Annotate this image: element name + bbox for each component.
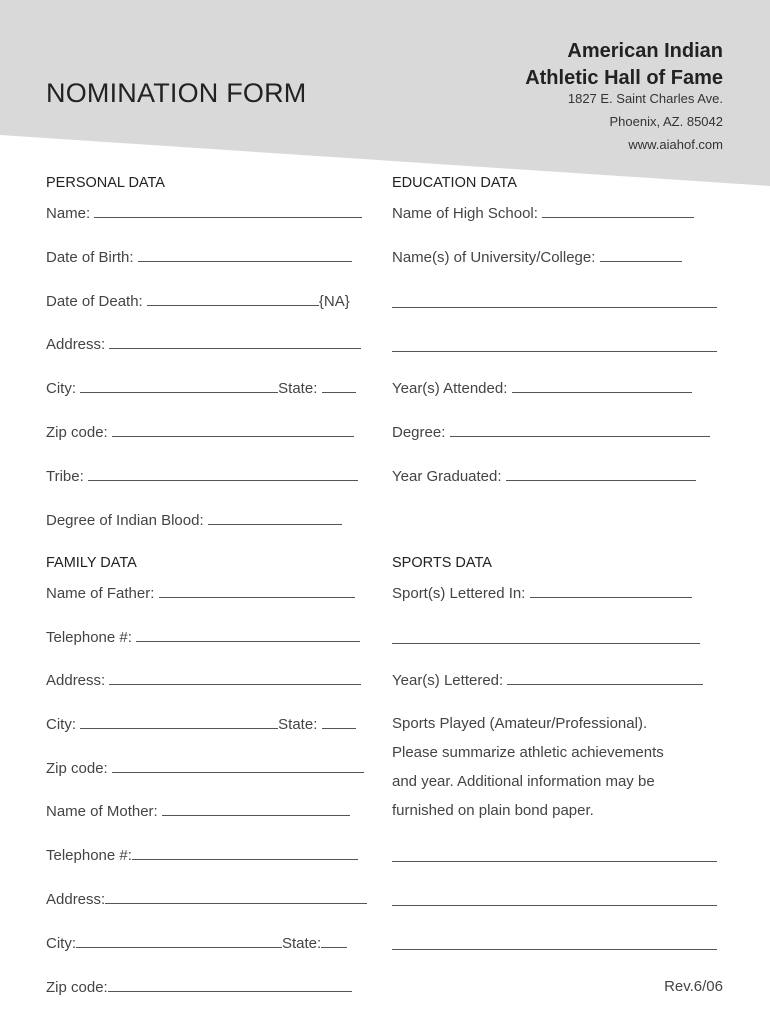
- sports-extra-line-3[interactable]: [392, 891, 717, 906]
- sports-lettered-in-field[interactable]: [392, 584, 692, 602]
- zip-label: Zip code:: [46, 424, 108, 441]
- father-label: Name of Father:: [46, 585, 155, 602]
- education-years-attended-field[interactable]: [392, 379, 692, 397]
- years-lettered-input-line[interactable]: [507, 671, 703, 685]
- sports-instructions: [392, 715, 664, 831]
- highschool-input-line[interactable]: [542, 204, 694, 218]
- mother-input-line[interactable]: [162, 802, 350, 816]
- dod-suffix: {NA}: [318, 293, 350, 310]
- state-input-line[interactable]: [322, 379, 356, 393]
- years-attended-label: Year(s) Attended:: [392, 380, 508, 397]
- sports-extra-line-2[interactable]: [392, 847, 717, 862]
- family-address-field[interactable]: [46, 671, 361, 689]
- instructions-line: Please summarize athletic achievements: [392, 744, 664, 761]
- family-address-label: Address:: [46, 672, 106, 689]
- telephone-label: Telephone #:: [46, 629, 132, 646]
- telephone2-label: Telephone #:: [46, 847, 132, 864]
- revision-label: Rev.6/06: [664, 978, 723, 995]
- zip-input-line[interactable]: [112, 423, 354, 437]
- year-graduated-label: Year Graduated:: [392, 468, 502, 485]
- family-address2-field[interactable]: [46, 890, 367, 908]
- years-lettered-label: Year(s) Lettered:: [392, 672, 504, 689]
- family-state2-label: State:: [282, 935, 322, 952]
- education-degree-field[interactable]: [392, 423, 710, 441]
- family-city2-state2-field[interactable]: [46, 934, 347, 952]
- telephone2-input-line[interactable]: [132, 846, 358, 860]
- degree-label: Degree:: [392, 424, 446, 441]
- dod-label: Date of Death:: [46, 293, 143, 310]
- personal-name-field[interactable]: [46, 204, 362, 222]
- name-label: Name:: [46, 205, 91, 222]
- highschool-label: Name of High School:: [392, 205, 538, 222]
- instructions-line: and year. Additional information may be: [392, 773, 655, 790]
- family-state2-input-line[interactable]: [321, 934, 347, 948]
- family-state-input-line[interactable]: [322, 715, 356, 729]
- org-address-street: 1827 E. Saint Charles Ave.: [567, 91, 723, 106]
- family-telephone2-field[interactable]: [46, 846, 358, 864]
- family-address2-label: Address:: [46, 891, 106, 908]
- family-zip2-input-line[interactable]: [108, 978, 352, 992]
- org-address-city: Phoenix, AZ. 85042: [609, 114, 723, 129]
- personal-dob-field[interactable]: [46, 248, 352, 266]
- personal-blood-field[interactable]: [46, 511, 342, 529]
- personal-data-heading: PERSONAL DATA: [46, 175, 165, 191]
- education-year-graduated-field[interactable]: [392, 467, 696, 485]
- father-input-line[interactable]: [159, 584, 355, 598]
- family-zip2-field[interactable]: [46, 978, 352, 996]
- personal-tribe-field[interactable]: [46, 467, 358, 485]
- family-mother-field[interactable]: [46, 802, 350, 820]
- family-zip-input-line[interactable]: [112, 759, 364, 773]
- year-graduated-input-line[interactable]: [506, 467, 696, 481]
- personal-dod-field[interactable]: [46, 292, 350, 310]
- city-label: City:: [46, 380, 76, 397]
- tribe-input-line[interactable]: [88, 467, 358, 481]
- family-telephone-field[interactable]: [46, 628, 360, 646]
- blood-input-line[interactable]: [208, 511, 342, 525]
- family-address-input-line[interactable]: [109, 671, 361, 685]
- family-city-input-line[interactable]: [80, 715, 278, 729]
- lettered-in-input-line[interactable]: [530, 584, 692, 598]
- university-input-line[interactable]: [600, 248, 682, 262]
- state-label: State:: [278, 380, 318, 397]
- sports-years-lettered-field[interactable]: [392, 671, 703, 689]
- sports-extra-line-1[interactable]: [392, 629, 700, 644]
- education-university-field[interactable]: [392, 248, 682, 266]
- org-name-line-1: American Indian: [567, 40, 723, 62]
- degree-input-line[interactable]: [450, 423, 710, 437]
- personal-zip-field[interactable]: [46, 423, 354, 441]
- family-zip-field[interactable]: [46, 759, 364, 777]
- personal-city-state-field[interactable]: [46, 379, 356, 397]
- dob-input-line[interactable]: [138, 248, 352, 262]
- family-zip-label: Zip code:: [46, 760, 108, 777]
- family-data-heading: FAMILY DATA: [46, 555, 137, 571]
- dod-input-line[interactable]: [147, 292, 319, 306]
- education-extra-line-1[interactable]: [392, 293, 717, 308]
- org-name-line-2: Athletic Hall of Fame: [525, 67, 723, 89]
- address-label: Address:: [46, 336, 106, 353]
- tribe-label: Tribe:: [46, 468, 84, 485]
- family-address2-input-line[interactable]: [105, 890, 367, 904]
- org-website: www.aiahof.com: [628, 137, 723, 152]
- name-input-line[interactable]: [94, 204, 362, 218]
- address-input-line[interactable]: [109, 335, 361, 349]
- family-zip2-label: Zip code:: [46, 979, 108, 996]
- instructions-line: Sports Played (Amateur/Professional).: [392, 715, 648, 732]
- dob-label: Date of Birth:: [46, 249, 134, 266]
- lettered-in-label: Sport(s) Lettered In:: [392, 585, 526, 602]
- sports-data-heading: SPORTS DATA: [392, 555, 492, 571]
- family-father-field[interactable]: [46, 584, 355, 602]
- city-input-line[interactable]: [80, 379, 278, 393]
- blood-label: Degree of Indian Blood:: [46, 512, 204, 529]
- years-attended-input-line[interactable]: [512, 379, 692, 393]
- family-state-label: State:: [278, 716, 318, 733]
- sports-extra-line-4[interactable]: [392, 935, 717, 950]
- university-label: Name(s) of University/College:: [392, 249, 596, 266]
- mother-label: Name of Mother:: [46, 803, 158, 820]
- telephone-input-line[interactable]: [136, 628, 360, 642]
- personal-address-field[interactable]: [46, 335, 361, 353]
- family-city2-label: City:: [46, 935, 76, 952]
- instructions-line: furnished on plain bond paper.: [392, 802, 594, 819]
- family-city-label: City:: [46, 716, 76, 733]
- education-data-heading: EDUCATION DATA: [392, 175, 517, 191]
- education-highschool-field[interactable]: [392, 204, 694, 222]
- education-extra-line-2[interactable]: [392, 337, 717, 352]
- form-title: NOMINATION FORM: [46, 78, 307, 108]
- family-city2-input-line[interactable]: [76, 934, 282, 948]
- family-city-state-field[interactable]: [46, 715, 356, 733]
